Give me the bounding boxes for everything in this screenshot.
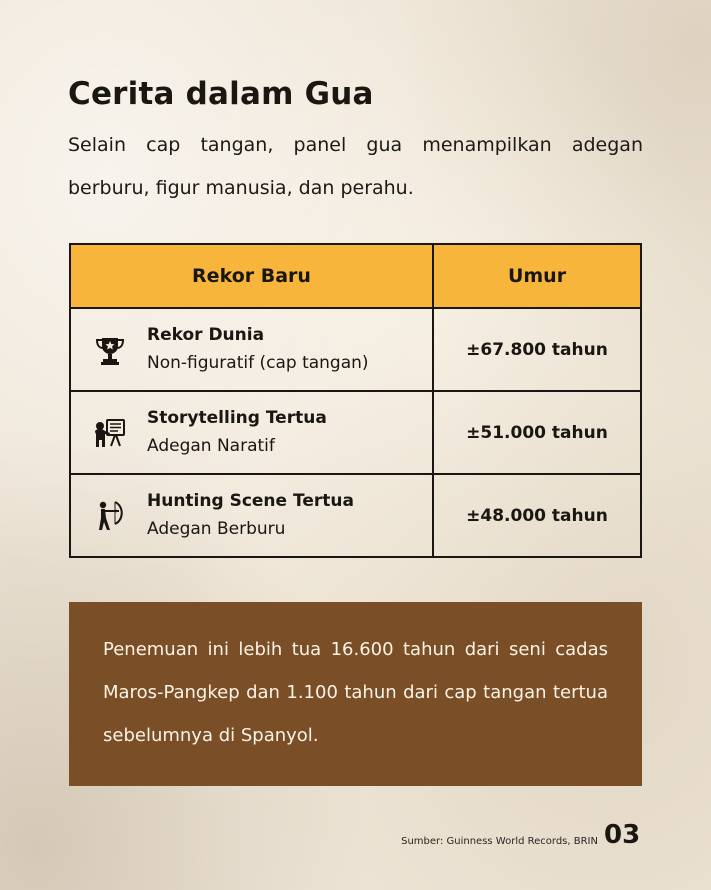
table-header-row [70,244,641,308]
row-age: ±51.000 tahun [433,391,641,474]
archer-icon [93,499,127,533]
table-row [70,474,641,557]
callout-text: Penemuan ini lebih tua 16.600 tahun dari seni cadas Maros-Pangkep dan 1.100 tahun dari cap tangan tertua sebelumnya di Spanyol. [103,639,608,746]
presenter-icon [93,416,127,450]
row-subtitle: Adegan Berburu [147,518,286,539]
row-title: Storytelling Tertua [147,407,327,428]
source-credit: Sumber: Guinness World Records, BRIN [401,836,598,847]
row-subtitle: Adegan Naratif [147,435,275,456]
header-record: Rekor Baru [70,244,433,308]
table-row [70,391,641,474]
row-age: ±48.000 tahun [433,474,641,557]
row-age: ±67.800 tahun [433,308,641,391]
page-number: 03 [604,820,641,850]
intro-paragraph: Selain cap tangan, panel gua menampilkan adegan berburu, figur manusia, dan perahu. [68,134,643,199]
row-subtitle: Non-figuratif (cap tangan) [147,352,369,373]
page-title: Cerita dalam Gua [68,76,374,112]
row-title: Hunting Scene Tertua [147,490,354,511]
callout-box [69,602,642,786]
records-table [69,243,642,558]
table-row [70,308,641,391]
row-title: Rekor Dunia [147,324,265,345]
header-age: Umur [433,244,641,308]
trophy-icon [93,333,127,367]
